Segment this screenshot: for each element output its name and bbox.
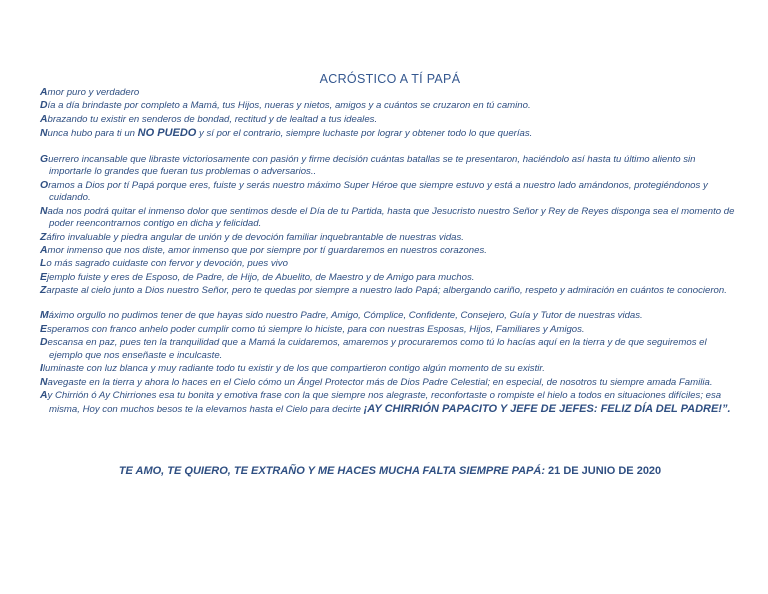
line-text: áfiro invaluable y piedra angular de unión y de devoción familiar inquebrantable de nuestras vidas. bbox=[46, 231, 464, 243]
line-initial: A bbox=[40, 244, 48, 256]
line-text: arpaste al cielo junto a Dios nuestro Señor, pero te quedas por siempre a nuestro lado Papá; albergando cariño, respeto y admiración en cuántos te conocieron. bbox=[46, 285, 727, 297]
acrostic-line bbox=[40, 285, 740, 298]
acrostic-line bbox=[40, 363, 740, 376]
line-emphasis: ¡AY CHIRRIÓN PAPACITO Y JEFE DE JEFES: FELIZ DÍA DEL PADRE!”. bbox=[363, 402, 731, 415]
closing-text: TE AMO, TE QUIERO, TE EXTRAÑO Y ME HACES MUCHA FALTA SIEMPRE PAPÁ: bbox=[118, 465, 545, 477]
line-text: avegaste en la tierra y ahora lo haces en el Cielo cómo un Ángel Protector más de Dios Padre Celestial; en especial, de nosotros tu siempre amada Familia. bbox=[47, 376, 713, 388]
closing-date: 21 DE JUNIO DE 2020 bbox=[545, 465, 662, 477]
document-page bbox=[40, 0, 740, 594]
line-initial: I bbox=[40, 363, 43, 375]
line-text: unca hubo para ti un bbox=[47, 128, 138, 140]
acrostic-poem bbox=[40, 87, 740, 417]
acrostic-line bbox=[40, 206, 740, 231]
line-emphasis: NO PUEDO bbox=[137, 127, 197, 140]
acrostic-line bbox=[40, 324, 740, 337]
line-text: jemplo fuiste y eres de Esposo, de Padre, de Hijo, de Abuelito, de Maestro y de Amigo para muchos. bbox=[46, 271, 475, 283]
line-initial: O bbox=[40, 179, 49, 191]
line-initial: N bbox=[40, 376, 48, 388]
closing-line bbox=[40, 465, 740, 477]
line-initial: Z bbox=[40, 285, 47, 297]
line-initial: E bbox=[40, 323, 47, 335]
line-initial: N bbox=[40, 205, 48, 217]
line-initial: D bbox=[40, 100, 48, 112]
line-initial: Z bbox=[40, 231, 47, 243]
line-text: speramos con franco anhelo poder cumplir como tú siempre lo hiciste, para con nuestras Esposas, Hijos, Familiares y Amigos. bbox=[46, 323, 585, 335]
stanza-gap bbox=[40, 298, 740, 310]
acrostic-line bbox=[40, 100, 740, 113]
acrostic-line bbox=[40, 154, 740, 179]
stanza-gap bbox=[40, 142, 740, 154]
acrostic-line bbox=[40, 258, 740, 271]
line-text: y sí por el contrario, siempre luchaste por lograr y obtener todo lo que querías. bbox=[196, 128, 533, 140]
line-initial: A bbox=[40, 390, 48, 402]
acrostic-line bbox=[40, 245, 740, 258]
line-text: luminaste con luz blanca y muy radiante todo tu existir y de los que compartieron contigo algún momento de su existir. bbox=[42, 363, 545, 375]
line-text: escansa en paz, pues ten la tranquilidad que a Mamá la cuidaremos, amaremos y procuraremos como tú lo hacías aquí en la tierra y de que seguiremos el ejemplo que nos enseñaste e inculcaste. bbox=[47, 337, 707, 361]
line-text: mor inmenso que nos diste, amor inmenso que por siempre por tí guardaremos en nuestros corazones. bbox=[47, 244, 487, 256]
acrostic-line bbox=[40, 337, 740, 362]
line-text: ía a día brindaste por completo a Mamá, tus Hijos, nueras y nietos, amigos y a cuántos se cruzaron en tú camino. bbox=[47, 100, 531, 112]
acrostic-line bbox=[40, 310, 740, 323]
acrostic-line bbox=[40, 87, 740, 100]
line-initial: L bbox=[40, 258, 47, 270]
acrostic-line bbox=[40, 127, 740, 141]
line-text: brazando tu existir en senderos de bondad, rectitud y de lealtad a tus ideales. bbox=[47, 113, 378, 125]
line-text: ada nos podrá quitar el inmenso dolor que sentimos desde el Día de tu Partida, hasta que Jesucristo nuestro Señor y Rey de Reyes disponga sea el momento de poder reencontrarnos contigo en dicha y felicidad. bbox=[47, 205, 735, 230]
acrostic-line bbox=[40, 180, 740, 205]
line-text: o más sagrado cuidaste con fervor y devoción, pues vivo bbox=[46, 258, 288, 270]
line-text: y Chirrión ó Ay Chirriones esa tu bonita y emotiva frase con la que siempre nos alegraste, reconfortaste o rompiste el hielo a todos en situaciones difíciles; esa misma, Hoy con muchos besos te la elevamos hasta el Cielo para decirte bbox=[47, 390, 722, 415]
line-initial: M bbox=[40, 310, 49, 322]
line-initial: A bbox=[40, 113, 48, 125]
line-initial: E bbox=[40, 271, 47, 283]
acrostic-line bbox=[40, 114, 740, 127]
document-title: ACRÓSTICO A TÍ PAPÁ bbox=[319, 72, 461, 86]
acrostic-line bbox=[40, 232, 740, 245]
line-text: ramos a Dios por tí Papá porque eres, fuiste y serás nuestro máximo Super Héroe que siempre estuvo y está a nuestro lado amándonos, protegiéndonos y cuidando. bbox=[48, 179, 708, 204]
acrostic-line bbox=[40, 377, 740, 390]
line-initial: D bbox=[40, 337, 48, 349]
line-initial: N bbox=[40, 128, 48, 140]
line-initial: A bbox=[40, 87, 48, 98]
line-text: áximo orgullo no pudimos tener de que hayas sido nuestro Padre, Amigo, Cómplice, Confidente, Consejero, Guía y Tutor de nuestras vidas. bbox=[48, 310, 643, 322]
acrostic-line bbox=[40, 390, 740, 416]
line-text: mor puro y verdadero bbox=[47, 87, 140, 98]
line-initial: G bbox=[40, 153, 49, 165]
line-text: uerrero incansable que libraste victoriosamente con pasión y firme decisión cuántas batallas se te presentaron, haciéndolo así hasta tu último aliento sin importarle lo grandes que fueran tus problemas o adversarios.. bbox=[48, 153, 696, 178]
acrostic-line bbox=[40, 272, 740, 285]
